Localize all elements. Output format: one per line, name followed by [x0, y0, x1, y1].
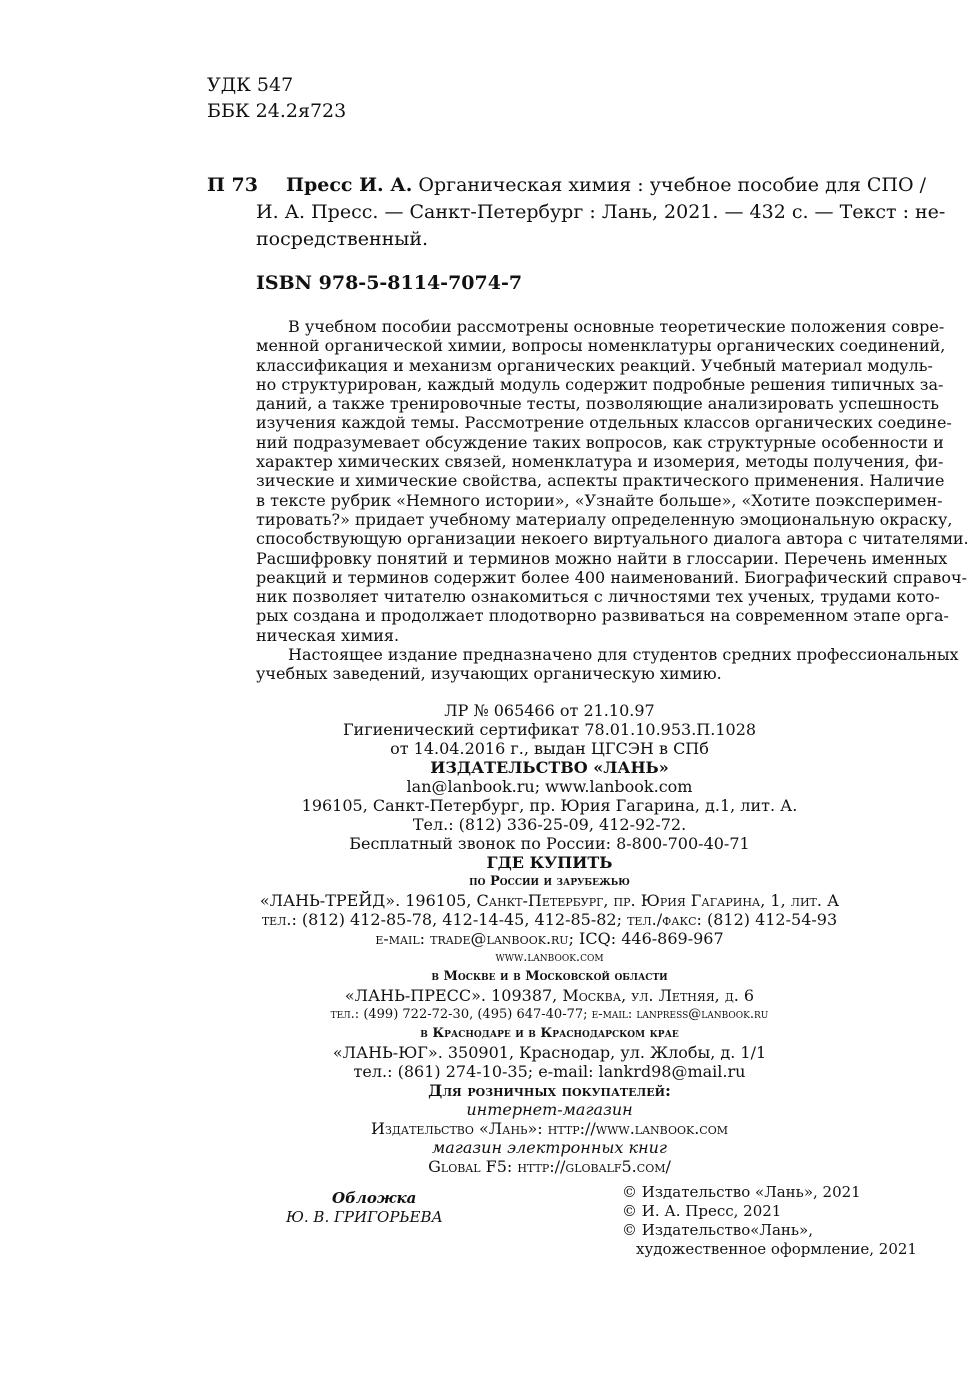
retail-heading: Для розничных покупателей:	[428, 1081, 671, 1100]
publisher-phone: Тел.: (812) 336-25-09, 412-92-72.	[412, 815, 687, 834]
author-mark: П 73	[207, 174, 258, 196]
annotation-line: зические и химические свойства, аспекты практического применения. Наличие	[256, 471, 945, 491]
annotation-line: изучения каждой темы. Рассмотрение отдельных классов органических соедине-	[256, 413, 952, 433]
where-to-buy-heading: ГДЕ КУПИТЬ	[486, 853, 613, 872]
publisher-address: 196105, Санкт-Петербург, пр. Юрия Гагарина, д.1, лит. А.	[301, 796, 798, 815]
russia-abroad-heading: по России и зарубежью	[469, 874, 630, 889]
annotation-line: ническая химия.	[256, 625, 400, 645]
hygiene-certificate: Гигиенический сертификат 78.01.10.953.П.1028	[342, 720, 757, 739]
copyright-line-4: художественное оформление, 2021	[636, 1240, 917, 1258]
online-store-heading: интернет-магазин	[466, 1100, 633, 1119]
annotation-line: ник позволяет читателю ознакомиться с личностями тех ученых, трудами кото-	[256, 587, 940, 607]
trade-website: www.lanbook.com	[495, 950, 604, 965]
book-title: Органическая химия : учебное пособие для СПО /	[418, 174, 927, 196]
certificate-date: от 14.04.2016 г., выдан ЦГСЭН в СПб	[390, 739, 709, 758]
annotation-line: учебных заведений, изучающих органическую химию.	[256, 664, 722, 684]
copyright-line-1: © Издательство «Лань», 2021	[622, 1183, 861, 1201]
annotation-line: классификация и механизм органических реакций. Учебный материал модуль-	[256, 355, 933, 375]
classification-block	[207, 72, 346, 124]
bbk-code: ББК 24.2я723	[207, 100, 347, 122]
cover-designer: Ю. В. ГРИГОРЬЕВА	[286, 1208, 443, 1226]
free-call: Бесплатный звонок по России: 8-800-700-40-71	[349, 834, 750, 853]
trade-address: «ЛАНЬ-ТРЕЙД». 196105, Санкт-Петербург, пр. Юрия Гагарина, 1, лит. А	[259, 891, 840, 910]
imprint-block	[256, 701, 843, 1176]
udk-code: УДК 547	[207, 74, 294, 96]
license-number: ЛР № 065466 от 21.10.97	[444, 701, 655, 720]
author-name: Пресс И. А.	[286, 174, 413, 196]
moscow-phones: тел.: (499) 722-72-30, (495) 647-40-77; e-mail: lanpress@lanbook.ru	[330, 1007, 769, 1022]
biblio-line-1	[256, 172, 927, 199]
annotation-line: характер химических связей, номенклатура и изомерия, методы получения, фи-	[256, 452, 944, 472]
online-store-url: Издательство «Лань»: http://www.lanbook.com	[371, 1119, 728, 1138]
annotation-line: но структурирован, каждый модуль содержит подробные решения типичных за-	[256, 374, 944, 394]
biblio-line-3: посредственный.	[256, 228, 429, 250]
annotation-line: ний подразумевает обсуждение таких вопросов, как структурные особенности и	[256, 432, 944, 452]
publisher-name: ИЗДАТЕЛЬСТВО «ЛАНЬ»	[430, 758, 669, 777]
annotation-line: даний, а также тренировочные тесты, позволяющие анализировать успешность	[256, 394, 939, 414]
krasnodar-phones: тел.: (861) 274-10-35; e-mail: lankrd98@mail.ru	[353, 1062, 746, 1081]
biblio-line-2: И. А. Пресс. — Санкт-Петербург : Лань, 2021. — 432 с. — Текст : не-	[256, 201, 946, 223]
copyright-block	[622, 1183, 917, 1259]
bibliographic-record	[256, 172, 946, 253]
krasnodar-address: «ЛАНЬ-ЮГ». 350901, Краснодар, ул. Жлобы, д. 1/1	[332, 1043, 767, 1062]
annotation-line: способствующую организации некоего виртуального диалога автора с читателями.	[256, 529, 969, 549]
annotation-line: реакций и терминов содержит более 400 наименований. Биографический справоч-	[256, 567, 967, 587]
annotation-line: рых создана и продолжает плодотворно развиваться на современном этапе орга-	[256, 606, 949, 626]
copyright-line-2: © И. А. Пресс, 2021	[622, 1202, 782, 1220]
isbn: ISBN 978-5-8114-7074-7	[256, 272, 523, 294]
ebook-store-url: Global F5: http://globalf5.com/	[428, 1157, 671, 1176]
moscow-heading: в Москве и в Московской области	[431, 969, 668, 984]
ebook-store-heading: магазин электронных книг	[431, 1138, 667, 1157]
annotation-line: тировать?» придает учебному материалу определенную эмоциональную окраску,	[256, 509, 953, 529]
trade-email: e-mail: trade@lanbook.ru; ICQ: 446-869-967	[375, 929, 724, 948]
annotation-line: менной органической химии, вопросы номенклатуры органических соединений,	[256, 336, 946, 356]
cover-credit-title: Обложка	[332, 1189, 417, 1207]
annotation-line: Настоящее издание предназначено для студентов средних профессиональных	[288, 645, 959, 665]
annotation	[256, 317, 969, 684]
annotation-line: Расшифровку понятий и терминов можно найти в глоссарии. Перечень именных	[256, 548, 948, 568]
moscow-address: «ЛАНЬ-ПРЕСС». 109387, Москва, ул. Летняя, д. 6	[344, 986, 755, 1005]
annotation-line: В учебном пособии рассмотрены основные теоретические положения совре-	[288, 317, 945, 336]
trade-phones: тел.: (812) 412-85-78, 412-14-45, 412-85-82; тел./факс: (812) 412-54-93	[261, 910, 838, 929]
krasnodar-heading: в Краснодаре и в Краснодарском крае	[420, 1026, 679, 1041]
publisher-contacts: lan@lanbook.ru; www.lanbook.com	[406, 777, 693, 796]
copyright-line-3: © Издательство«Лань»,	[622, 1221, 814, 1239]
cover-credit	[286, 1189, 443, 1227]
annotation-line: в тексте рубрик «Немного истории», «Узнайте больше», «Хотите поэксперимен-	[256, 490, 943, 510]
